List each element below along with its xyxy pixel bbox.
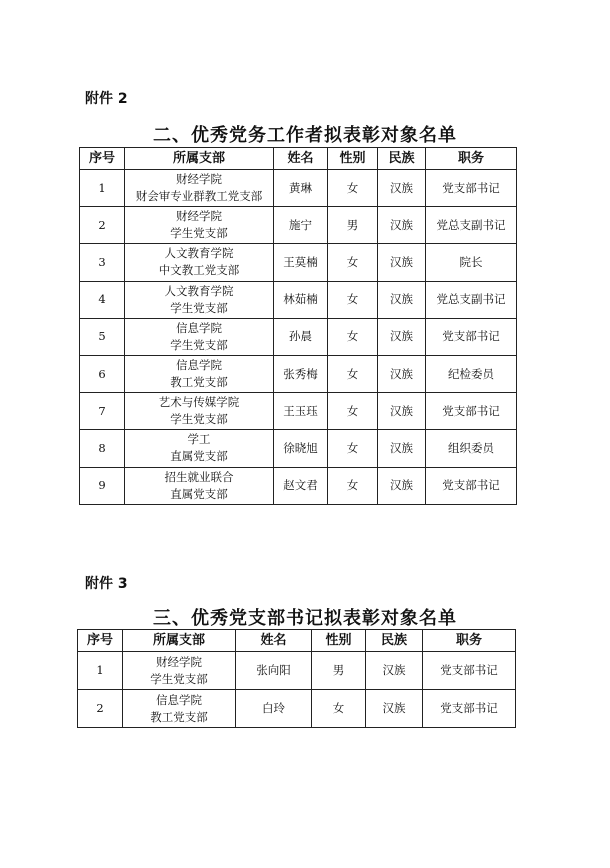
row-gender: 女 [328, 355, 378, 392]
header-ethnicity: 民族 [378, 148, 426, 170]
header-ethnicity: 民族 [366, 630, 423, 652]
row-ethnicity: 汉族 [366, 690, 423, 728]
row-branch [125, 244, 274, 281]
row-branch [123, 690, 236, 728]
row-ethnicity: 汉族 [378, 467, 426, 504]
header-name: 姓名 [274, 148, 328, 170]
table-row [78, 652, 516, 690]
branch-unit: 学生党支部 [170, 337, 228, 352]
row-gender: 女 [328, 281, 378, 318]
table-row [80, 244, 517, 281]
table-row [80, 207, 517, 244]
branch-unit: 中文教工党支部 [158, 263, 240, 278]
branch-unit: 学生党支部 [170, 300, 228, 315]
row-branch [125, 467, 274, 504]
header-gender: 性别 [328, 148, 378, 170]
row-gender: 女 [328, 170, 378, 207]
table-row [80, 355, 517, 392]
row-index: 7 [80, 393, 125, 430]
branch-college: 艺术与传媒学院 [158, 395, 240, 410]
row-index: 5 [80, 318, 125, 355]
row-branch [125, 281, 274, 318]
row-index: 4 [80, 281, 125, 318]
row-index: 6 [80, 355, 125, 392]
row-branch [125, 430, 274, 467]
table-row [78, 690, 516, 728]
row-name: 张向阳 [236, 652, 312, 690]
row-position: 院长 [426, 244, 517, 281]
row-gender: 女 [328, 393, 378, 430]
row-branch [125, 207, 274, 244]
row-branch [125, 393, 274, 430]
row-branch [123, 652, 236, 690]
branch-unit: 直属党支部 [170, 449, 228, 464]
branch-college: 信息学院 [176, 358, 222, 373]
header-branch: 所属支部 [123, 630, 236, 652]
section-3-title: 三、优秀党支部书记拟表彰对象名单 [153, 608, 457, 629]
row-ethnicity: 汉族 [378, 170, 426, 207]
table-row [80, 318, 517, 355]
table-row [80, 281, 517, 318]
branch-college: 信息学院 [156, 692, 202, 707]
branch-unit: 学生党支部 [170, 226, 228, 241]
row-name: 张秀梅 [274, 355, 328, 392]
row-position: 党支部书记 [426, 318, 517, 355]
header-name: 姓名 [236, 630, 312, 652]
branch-college: 信息学院 [176, 320, 222, 335]
row-name: 赵文君 [274, 467, 328, 504]
row-position: 纪检委员 [426, 355, 517, 392]
table-row [80, 393, 517, 430]
row-gender: 女 [328, 244, 378, 281]
row-index: 1 [78, 652, 123, 690]
row-name: 林茹楠 [274, 281, 328, 318]
row-gender: 女 [328, 430, 378, 467]
branch-college: 学工 [187, 432, 211, 447]
row-index: 3 [80, 244, 125, 281]
row-index: 2 [80, 207, 125, 244]
row-ethnicity: 汉族 [378, 244, 426, 281]
table-header-row [80, 148, 517, 170]
row-ethnicity: 汉族 [378, 281, 426, 318]
header-position: 职务 [426, 148, 517, 170]
row-position: 党支部书记 [423, 690, 516, 728]
branch-college: 财经学院 [156, 654, 202, 669]
row-ethnicity: 汉族 [366, 652, 423, 690]
branch-college: 招生就业联合 [164, 469, 234, 484]
header-position: 职务 [423, 630, 516, 652]
table-header-row [78, 630, 516, 652]
row-branch [125, 318, 274, 355]
table-row [80, 430, 517, 467]
branch-unit: 学生党支部 [170, 412, 228, 427]
row-branch [125, 355, 274, 392]
branch-college: 人文教育学院 [164, 283, 234, 298]
row-gender: 男 [312, 652, 366, 690]
header-index: 序号 [80, 148, 125, 170]
row-position: 党支部书记 [426, 170, 517, 207]
row-ethnicity: 汉族 [378, 207, 426, 244]
row-position: 组织委员 [426, 430, 517, 467]
row-index: 2 [78, 690, 123, 728]
branch-college: 财经学院 [176, 172, 222, 187]
row-name: 王玉珏 [274, 393, 328, 430]
row-position: 党支部书记 [426, 393, 517, 430]
section-2-title: 二、优秀党务工作者拟表彰对象名单 [153, 125, 457, 146]
attachment-3-label: 附件 3 [85, 576, 128, 592]
row-name: 白玲 [236, 690, 312, 728]
row-ethnicity: 汉族 [378, 318, 426, 355]
row-index: 1 [80, 170, 125, 207]
row-index: 8 [80, 430, 125, 467]
row-name: 孙晨 [274, 318, 328, 355]
row-name: 黄琳 [274, 170, 328, 207]
row-gender: 女 [328, 318, 378, 355]
row-ethnicity: 汉族 [378, 355, 426, 392]
row-ethnicity: 汉族 [378, 430, 426, 467]
table-row [80, 170, 517, 207]
branch-unit: 直属党支部 [170, 486, 228, 501]
attachment-2-label: 附件 2 [85, 91, 128, 107]
row-ethnicity: 汉族 [378, 393, 426, 430]
row-index: 9 [80, 467, 125, 504]
outstanding-branch-secretaries-table [77, 629, 516, 728]
branch-college: 人文教育学院 [164, 246, 234, 261]
header-gender: 性别 [312, 630, 366, 652]
row-position: 党总支副书记 [426, 281, 517, 318]
branch-unit: 教工党支部 [170, 375, 228, 390]
row-gender: 女 [328, 467, 378, 504]
row-name: 王莫楠 [274, 244, 328, 281]
row-branch [125, 170, 274, 207]
header-index: 序号 [78, 630, 123, 652]
row-name: 施宁 [274, 207, 328, 244]
row-position: 党总支副书记 [426, 207, 517, 244]
row-position: 党支部书记 [426, 467, 517, 504]
row-name: 徐晓旭 [274, 430, 328, 467]
branch-unit: 教工党支部 [150, 709, 208, 724]
branch-college: 财经学院 [176, 209, 222, 224]
branch-unit: 财会审专业群教工党支部 [135, 189, 263, 204]
row-gender: 男 [328, 207, 378, 244]
row-gender: 女 [312, 690, 366, 728]
branch-unit: 学生党支部 [150, 671, 208, 686]
row-position: 党支部书记 [423, 652, 516, 690]
header-branch: 所属支部 [125, 148, 274, 170]
table-row [80, 467, 517, 504]
outstanding-party-workers-table [79, 147, 517, 505]
